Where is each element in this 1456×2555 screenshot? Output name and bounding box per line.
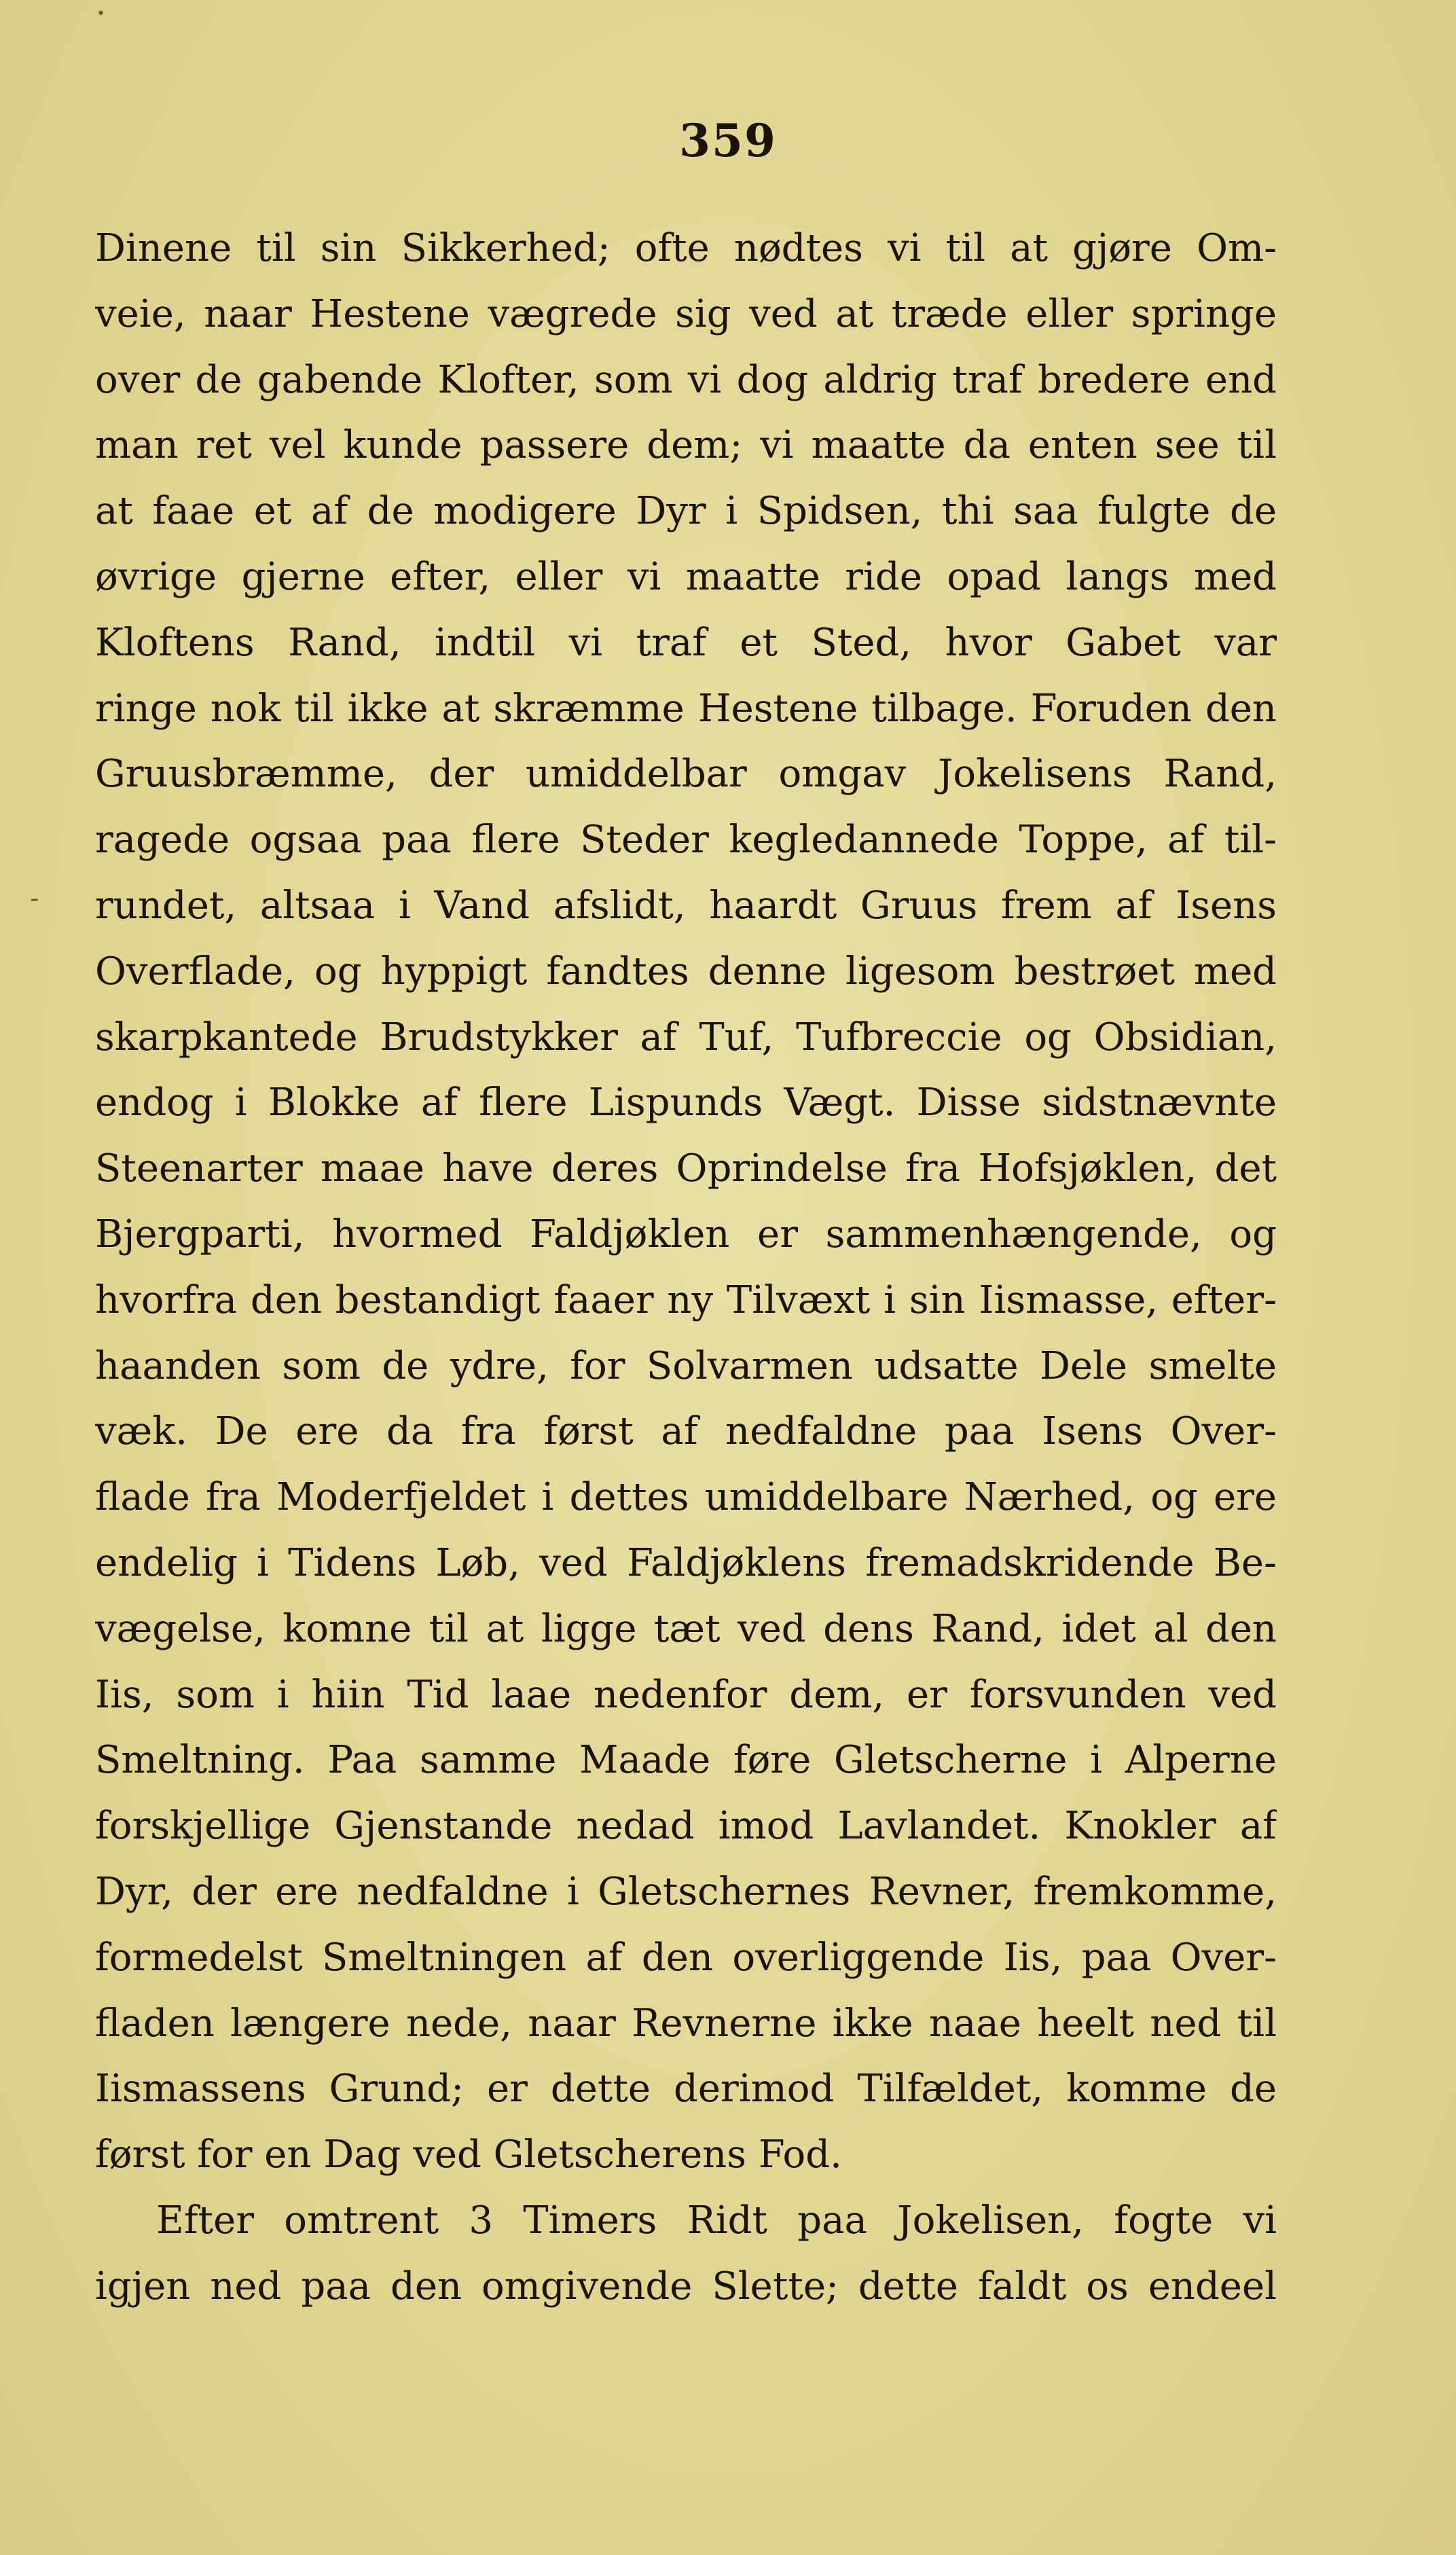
text-line: skarpkantede Brudstykker af Tuf, Tufbreccie og Obsidian, bbox=[95, 1015, 1277, 1059]
text-line: Dyr, der ere nedfaldne i Gletschernes Revner, fremkomme, bbox=[95, 1869, 1277, 1914]
text-line: Iis, som i hiin Tid laae nedenfor dem, er forsvunden ved bbox=[95, 1672, 1277, 1717]
page-number: 359 bbox=[679, 114, 777, 167]
text-line: øvrige gjerne efter, eller vi maatte ride opad langs med bbox=[95, 554, 1277, 599]
text-line: veie, naar Hestene vægrede sig ved at træde eller springe bbox=[95, 291, 1277, 336]
text-line: haanden som de ydre, for Solvarmen udsatte Dele smelte bbox=[95, 1343, 1277, 1388]
corner-mark: • bbox=[96, 5, 105, 22]
text-line: Kloftens Rand, indtil vi traf et Sted, hvor Gabet var bbox=[95, 620, 1277, 665]
text-line: Smeltning. Paa samme Maade føre Gletscherne i Alperne bbox=[95, 1738, 1277, 1783]
text-line: at faae et af de modigere Dyr i Spidsen, thi saa fulgte de bbox=[95, 489, 1277, 534]
text-line: man ret vel kunde passere dem; vi maatte da enten see til bbox=[95, 423, 1277, 468]
text-line: Gruusbræmme, der umiddelbar omgav Jokelisens Rand, bbox=[95, 752, 1277, 797]
text-line: ringe nok til ikke at skræmme Hestene tilbage. Foruden den bbox=[95, 686, 1277, 731]
text-line: igjen ned paa den omgivende Slette; dette faldt os endeel bbox=[95, 2264, 1277, 2308]
text-line: væk. De ere da fra først af nedfaldne paa Isens Over- bbox=[95, 1409, 1277, 1454]
text-line: Overflade, og hyppigt fandtes denne ligesom bestrøet med bbox=[95, 949, 1277, 994]
text-line: flade fra Moderfjeldet i dettes umiddelbare Nærhed, og ere bbox=[95, 1475, 1277, 1520]
text-line: Iismassens Grund; er dette derimod Tilfældet, komme de bbox=[95, 2067, 1277, 2112]
text-line: ragede ogsaa paa flere Steder kegledannede Toppe, af til- bbox=[95, 818, 1277, 863]
text-line: vægelse, komne til at ligge tæt ved dens Rand, idet al den bbox=[95, 1606, 1277, 1651]
text-line: først for en Dag ved Gletscherens Fod. bbox=[95, 2133, 842, 2177]
text-line: Efter omtrent 3 Timers Ridt paa Jokelisen, fogte vi bbox=[156, 2198, 1277, 2243]
text-line: fladen længere nede, naar Revnerne ikke naae heelt ned til bbox=[95, 2001, 1277, 2046]
text-line: Steenarter maae have deres Oprindelse fra Hofsjøklen, det bbox=[95, 1146, 1277, 1191]
text-line: forskjellige Gjenstande nedad imod Lavlandet. Knokler af bbox=[95, 1804, 1277, 1849]
text-line: endelig i Tidens Løb, ved Faldjøklens fremadskridende Be- bbox=[95, 1540, 1277, 1585]
text-line: rundet, altsaa i Vand afslidt, haardt Gruus frem af Isens bbox=[95, 883, 1277, 928]
text-line: Bjergparti, hvormed Faldjøklen er sammenhængende, og bbox=[95, 1212, 1277, 1256]
margin-mark: - bbox=[30, 883, 39, 914]
text-line: formedelst Smeltningen af den overliggende Iis, paa Over- bbox=[95, 1935, 1277, 1980]
body-text bbox=[95, 216, 1277, 2320]
text-line: Dinene til sin Sikkerhed; ofte nødtes vi til at gjøre Om- bbox=[95, 226, 1277, 270]
text-line: hvorfra den bestandigt faaer ny Tilvæxt i sin Iismasse, efter- bbox=[95, 1278, 1277, 1322]
text-line: endog i Blokke af flere Lispunds Vægt. Disse sidstnævnte bbox=[95, 1081, 1277, 1125]
text-line: over de gabende Klofter, som vi dog aldrig traf bredere end bbox=[95, 357, 1277, 402]
